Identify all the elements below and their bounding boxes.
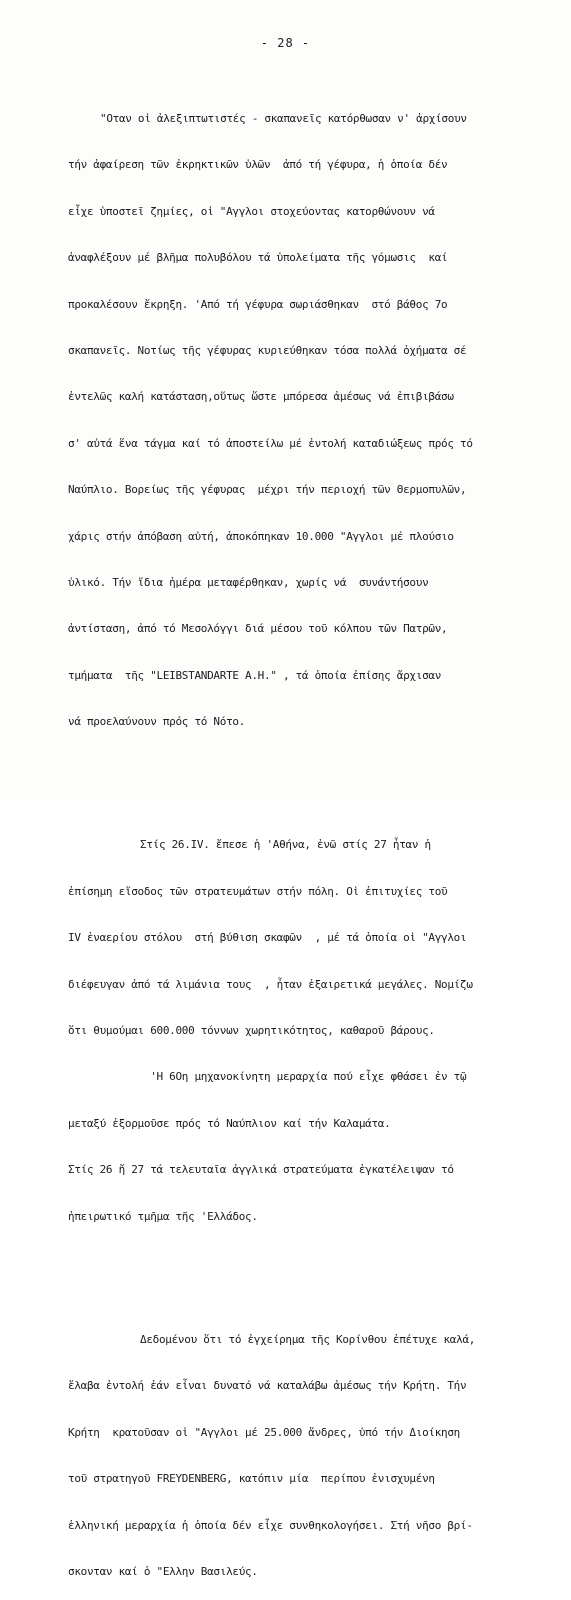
text-line: IV ἐναερίου στόλου στή βύθιση σκαφῶν , μέ τά ὁποία οἱ "Αγγλοι bbox=[68, 931, 467, 945]
text-line: ἀναφλέξουν μέ βλῆμα πολυβόλου τά ὑπολείματα τῆς γόμωσις καί bbox=[68, 251, 448, 265]
text-line: ἑλληνική μεραρχία ἡ ὁποία δέν εἶχε συνθηκολογήσει. Στή νῆσο βρί- bbox=[68, 1518, 473, 1532]
text-line: ἠπειρωτικό τμῆμα τῆς 'Ελλάδος. bbox=[68, 1209, 258, 1223]
text-line: ἐντελῶς καλή κατάσταση,οὕτως ὥστε μπόρεσα ἀμέσως νά ἐπιβιβάσω bbox=[68, 390, 454, 404]
text-line: Στίς 26 ἤ 27 τά τελευταῖα ἀγγλικά στρατεύματα ἐγκατέλειψαν τό bbox=[68, 1163, 454, 1177]
text-line: μεταξύ ἐξορμοῦσε πρός τό Ναύπλιον καί τήν Καλαμάτα. bbox=[68, 1116, 391, 1130]
body-text bbox=[68, 70, 550, 1600]
text-line: εἶχε ὑποστεῖ ζημίες, οἱ "Αγγλοι στοχεύοντας κατορθώνουν νά bbox=[68, 204, 435, 218]
text-line: τμήματα τῆς "LEIBSTANDARTE A.H." , τά ὁποία ἐπίσης ἄρχισαν bbox=[68, 668, 442, 682]
text-line: ἀντίσταση, ἀπό τό Μεσολόγγι διά μέσου τοῦ κόλπου τῶν Πατρῶν, bbox=[68, 622, 448, 636]
text-line: Δεδομένου ὅτι τό ἐγχείρημα τῆς Κορίνθου ἐπέτυχε καλά, bbox=[140, 1332, 476, 1346]
text-line: "Οταν οἱ ἀλεξιπτωτιστές - σκαπανεῖς κατόρθωσαν ν' ἀρχίσουν bbox=[100, 112, 467, 125]
text-line: νά προελαύνουν πρός τό Νότο. bbox=[68, 715, 246, 729]
paragraph-gap bbox=[68, 771, 550, 783]
text-line: Ναύπλιο. Βορείως τῆς γέφυρας μέχρι τήν περιοχή τῶν Θερμοπυλῶν, bbox=[68, 483, 467, 497]
text-line: 'Η 6Οη μηχανοκίνητη μεραρχία πού εἶχε φθάσει ἐν τῷ bbox=[68, 1070, 467, 1084]
text-line: ἐπίσημη εἴσοδος τῶν στρατευμάτων στήν πόλη. Οἱ ἐπιτυχίες τοῦ bbox=[68, 884, 448, 898]
text-line: ὅτι θυμούμαι 600.000 τόννων χωρητικότητος, καθαροῦ βάρους. bbox=[68, 1024, 435, 1038]
page-number: - 28 - bbox=[260, 36, 311, 50]
text-line: ἔλαβα ἐντολή ἐάν εἶναι δυνατό νά καταλάβω ἀμέσως τήν Κρήτη. Τήν bbox=[68, 1379, 467, 1393]
text-line: τήν ἀφαίρεση τῶν ἐκρηκτικῶν ὑλῶν ἀπό τή γέφυρα, ἡ ὁποία δέν bbox=[68, 158, 448, 172]
text-line: Κρήτη κρατοῦσαν οἱ "Αγγλοι μέ 25.000 ἄνδρες, ὑπό τήν Διοίκηση bbox=[68, 1425, 460, 1439]
text-line: Στίς 26.ΙV. ἔπεσε ἡ 'Αθήνα, ἐνῶ στίς 27 ἦταν ἡ bbox=[140, 838, 431, 852]
text-line: προκαλέσουν ἔκρηξη. 'Από τή γέφυρα σωριάσθηκαν στό βάθος 7ο bbox=[68, 297, 448, 311]
text-line: σκονταν καί ὁ "Ελλην Βασιλεύς. bbox=[68, 1564, 258, 1578]
text-line: χάρις στήν ἀπόβαση αὐτή, ἀποκόπηκαν 10.000 "Αγγλοι μέ πλούσιο bbox=[68, 529, 454, 543]
text-line: σ' αὐτά ἕνα τάγμα καί τό ἀποστείλω μέ ἐντολή καταδιώξεως πρός τό bbox=[68, 436, 473, 450]
text-line: τοῦ στρατηγοῦ FREYDENBERG, κατόπιν μία περίπου ἐνισχυμένη bbox=[68, 1472, 435, 1486]
paragraph-gap bbox=[68, 1266, 550, 1278]
text-line: σκαπανεῖς. Νοτίως τῆς γέφυρας κυριεύθηκαν τόσα πολλά ὀχήματα σέ bbox=[68, 343, 467, 357]
text-line: διέφευγαν ἀπό τά λιμάνια τους , ἦταν ἐξαιρετικά μεγάλες. Νομίζω bbox=[68, 977, 473, 991]
text-line: ὑλικό. Τήν ἴδια ἡμέρα μεταφέρθηκαν, χωρίς νά συνάντήσουν bbox=[68, 575, 429, 589]
